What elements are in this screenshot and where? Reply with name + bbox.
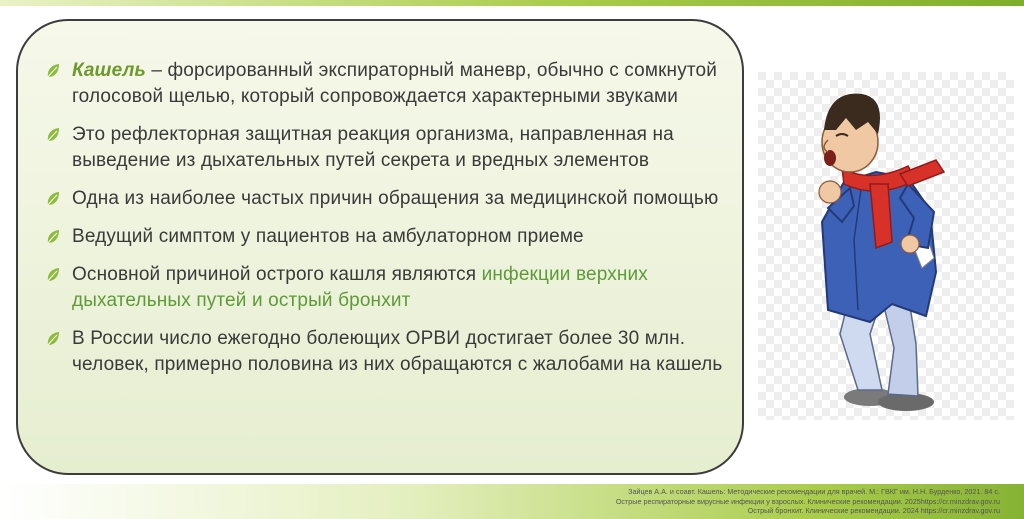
bullet-text: Это рефлекторная защитная реакция организма, направленная на выведение из дыхательных путей секрета и вредных элементов (72, 124, 674, 171)
bullet-item (44, 262, 724, 314)
highlighted-text: инфекции верхних дыхательных путей и острый бронхит (72, 264, 648, 311)
leaf-icon (46, 63, 60, 79)
bullet-list (44, 58, 724, 390)
bullet-text: Одна из наиболее частых причин обращения за медицинской помощью (72, 188, 719, 209)
bullet-item (44, 58, 724, 110)
reference-line: Острые респираторные вирусные инфекции у взрослых. Клинические рекомендации. 2025https://cr.minzdrav.gov.ru (615, 496, 1000, 506)
bullet-item (44, 122, 724, 174)
reference-line: Острый бронхит. Клинические рекомендации. 2024 https://cr.minzdrav.gov.ru (747, 506, 1000, 516)
bullet-text: – форсированный экспираторный маневр, обычно с сомкнутой голосовой щелью, который сопровождается характерными звуками (72, 60, 717, 107)
references (440, 487, 1000, 516)
leaf-icon (46, 127, 60, 143)
leaf-icon (46, 331, 60, 347)
top-stripe (0, 0, 1024, 6)
bullet-text: Ведущий симптом у пациентов на амбулаторном приеме (72, 226, 584, 247)
bullet-item (44, 326, 724, 378)
coughing-man-illustration (758, 72, 1014, 420)
leaf-icon (46, 229, 60, 245)
bullet-text: Основной причиной острого кашля являются (72, 264, 482, 285)
bullet-item (44, 186, 724, 212)
reference-line: Зайцев А.А. и соавт. Кашель: Методические рекомендации для врачей. М.: ГВКГ им. Н.Н. Бурденко, 2021. 84 с. (628, 487, 1000, 496)
bullet-text: В России число ежегодно болеющих ОРВИ достигает более 30 млн. человек, примерно половина из них обращаются с жалобами на кашель (72, 328, 723, 375)
leaf-icon (46, 191, 60, 207)
term-cough: Кашель (72, 60, 146, 81)
leaf-icon (46, 267, 60, 283)
bullet-item (44, 224, 724, 250)
